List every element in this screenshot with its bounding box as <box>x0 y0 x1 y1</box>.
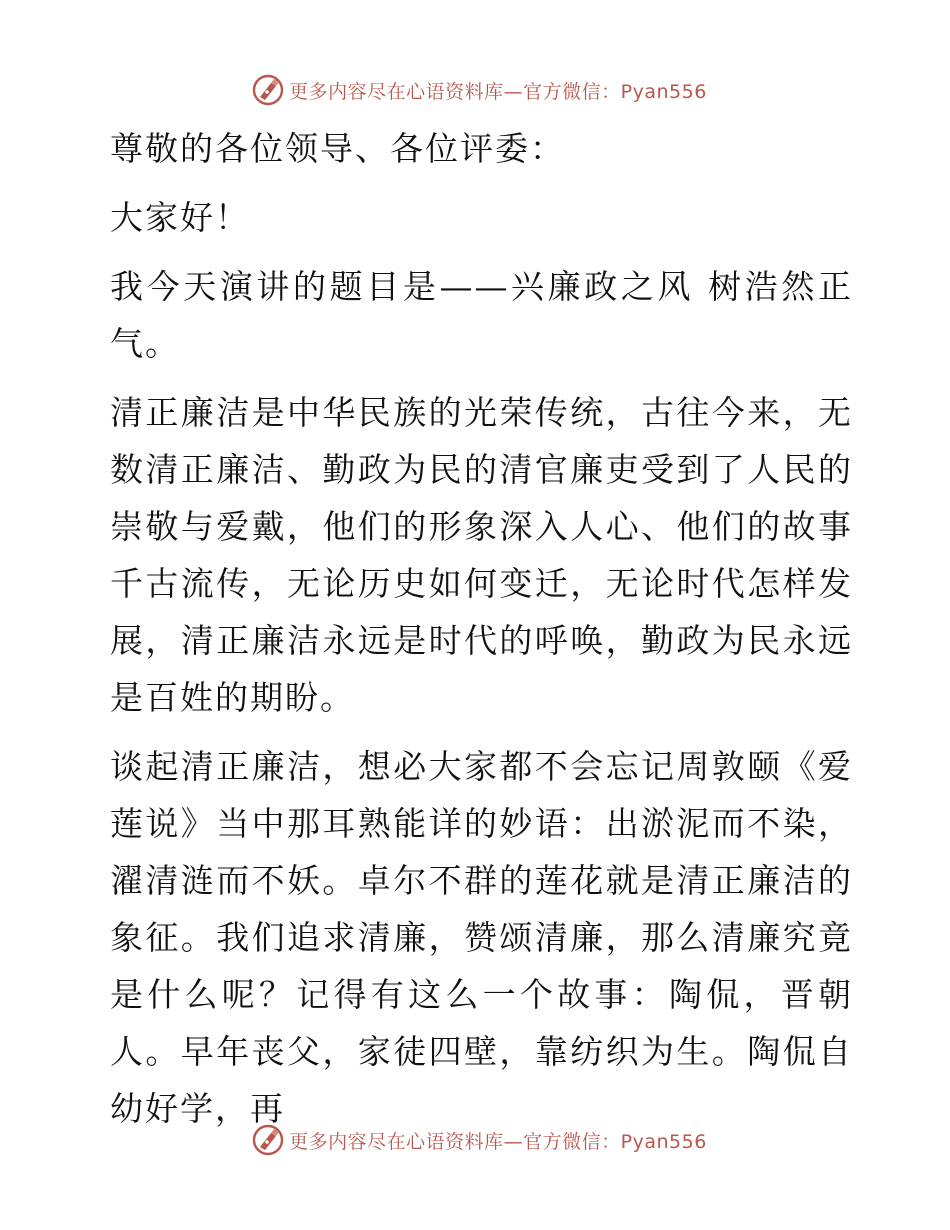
speech-body <box>98 120 853 1137</box>
footer-banner-content <box>251 1123 707 1157</box>
pen-nib-logo-icon <box>251 1123 285 1157</box>
header-banner-text: 更多内容尽在心语资料库—官方微信：Pyan556 <box>289 80 707 103</box>
footer-banner <box>0 1120 950 1160</box>
header-banner-content <box>251 73 707 107</box>
header-banner <box>0 70 950 110</box>
salutation-paragraph: 尊敬的各位领导、各位评委： <box>110 129 565 168</box>
topic-paragraph: 我今天演讲的题目是——兴廉政之风 树浩然正气。 <box>110 267 853 363</box>
footer-banner-text: 更多内容尽在心语资料库—官方微信：Pyan556 <box>289 1130 707 1153</box>
body-paragraph: 清正廉洁是中华民族的光荣传统，古往今来，无数清正廉洁、勤政为民的清官廉吏受到了人民的崇敬与爱戴，他们的形象深入人心、他们的故事千古流传，无论历史如何变迁，无论时代怎样发展，清正廉洁永远是时代的呼唤，勤政为民永远是百姓的期盼。 <box>110 393 853 717</box>
greeting-paragraph: 大家好！ <box>110 198 250 237</box>
body-paragraph: 谈起清正廉洁，想必大家都不会忘记周敦颐《爱莲说》当中那耳熟能详的妙语：出淤泥而不染，濯清涟而不妖。卓尔不群的莲花就是清正廉洁的象征。我们追求清廉，赞颂清廉，那么清廉究竟是什么呢？记得有这么一个故事：陶侃，晋朝人。早年丧父，家徒四壁，靠纺织为生。陶侃自幼好学，再 <box>110 747 853 1128</box>
pen-nib-logo-icon <box>251 73 285 107</box>
